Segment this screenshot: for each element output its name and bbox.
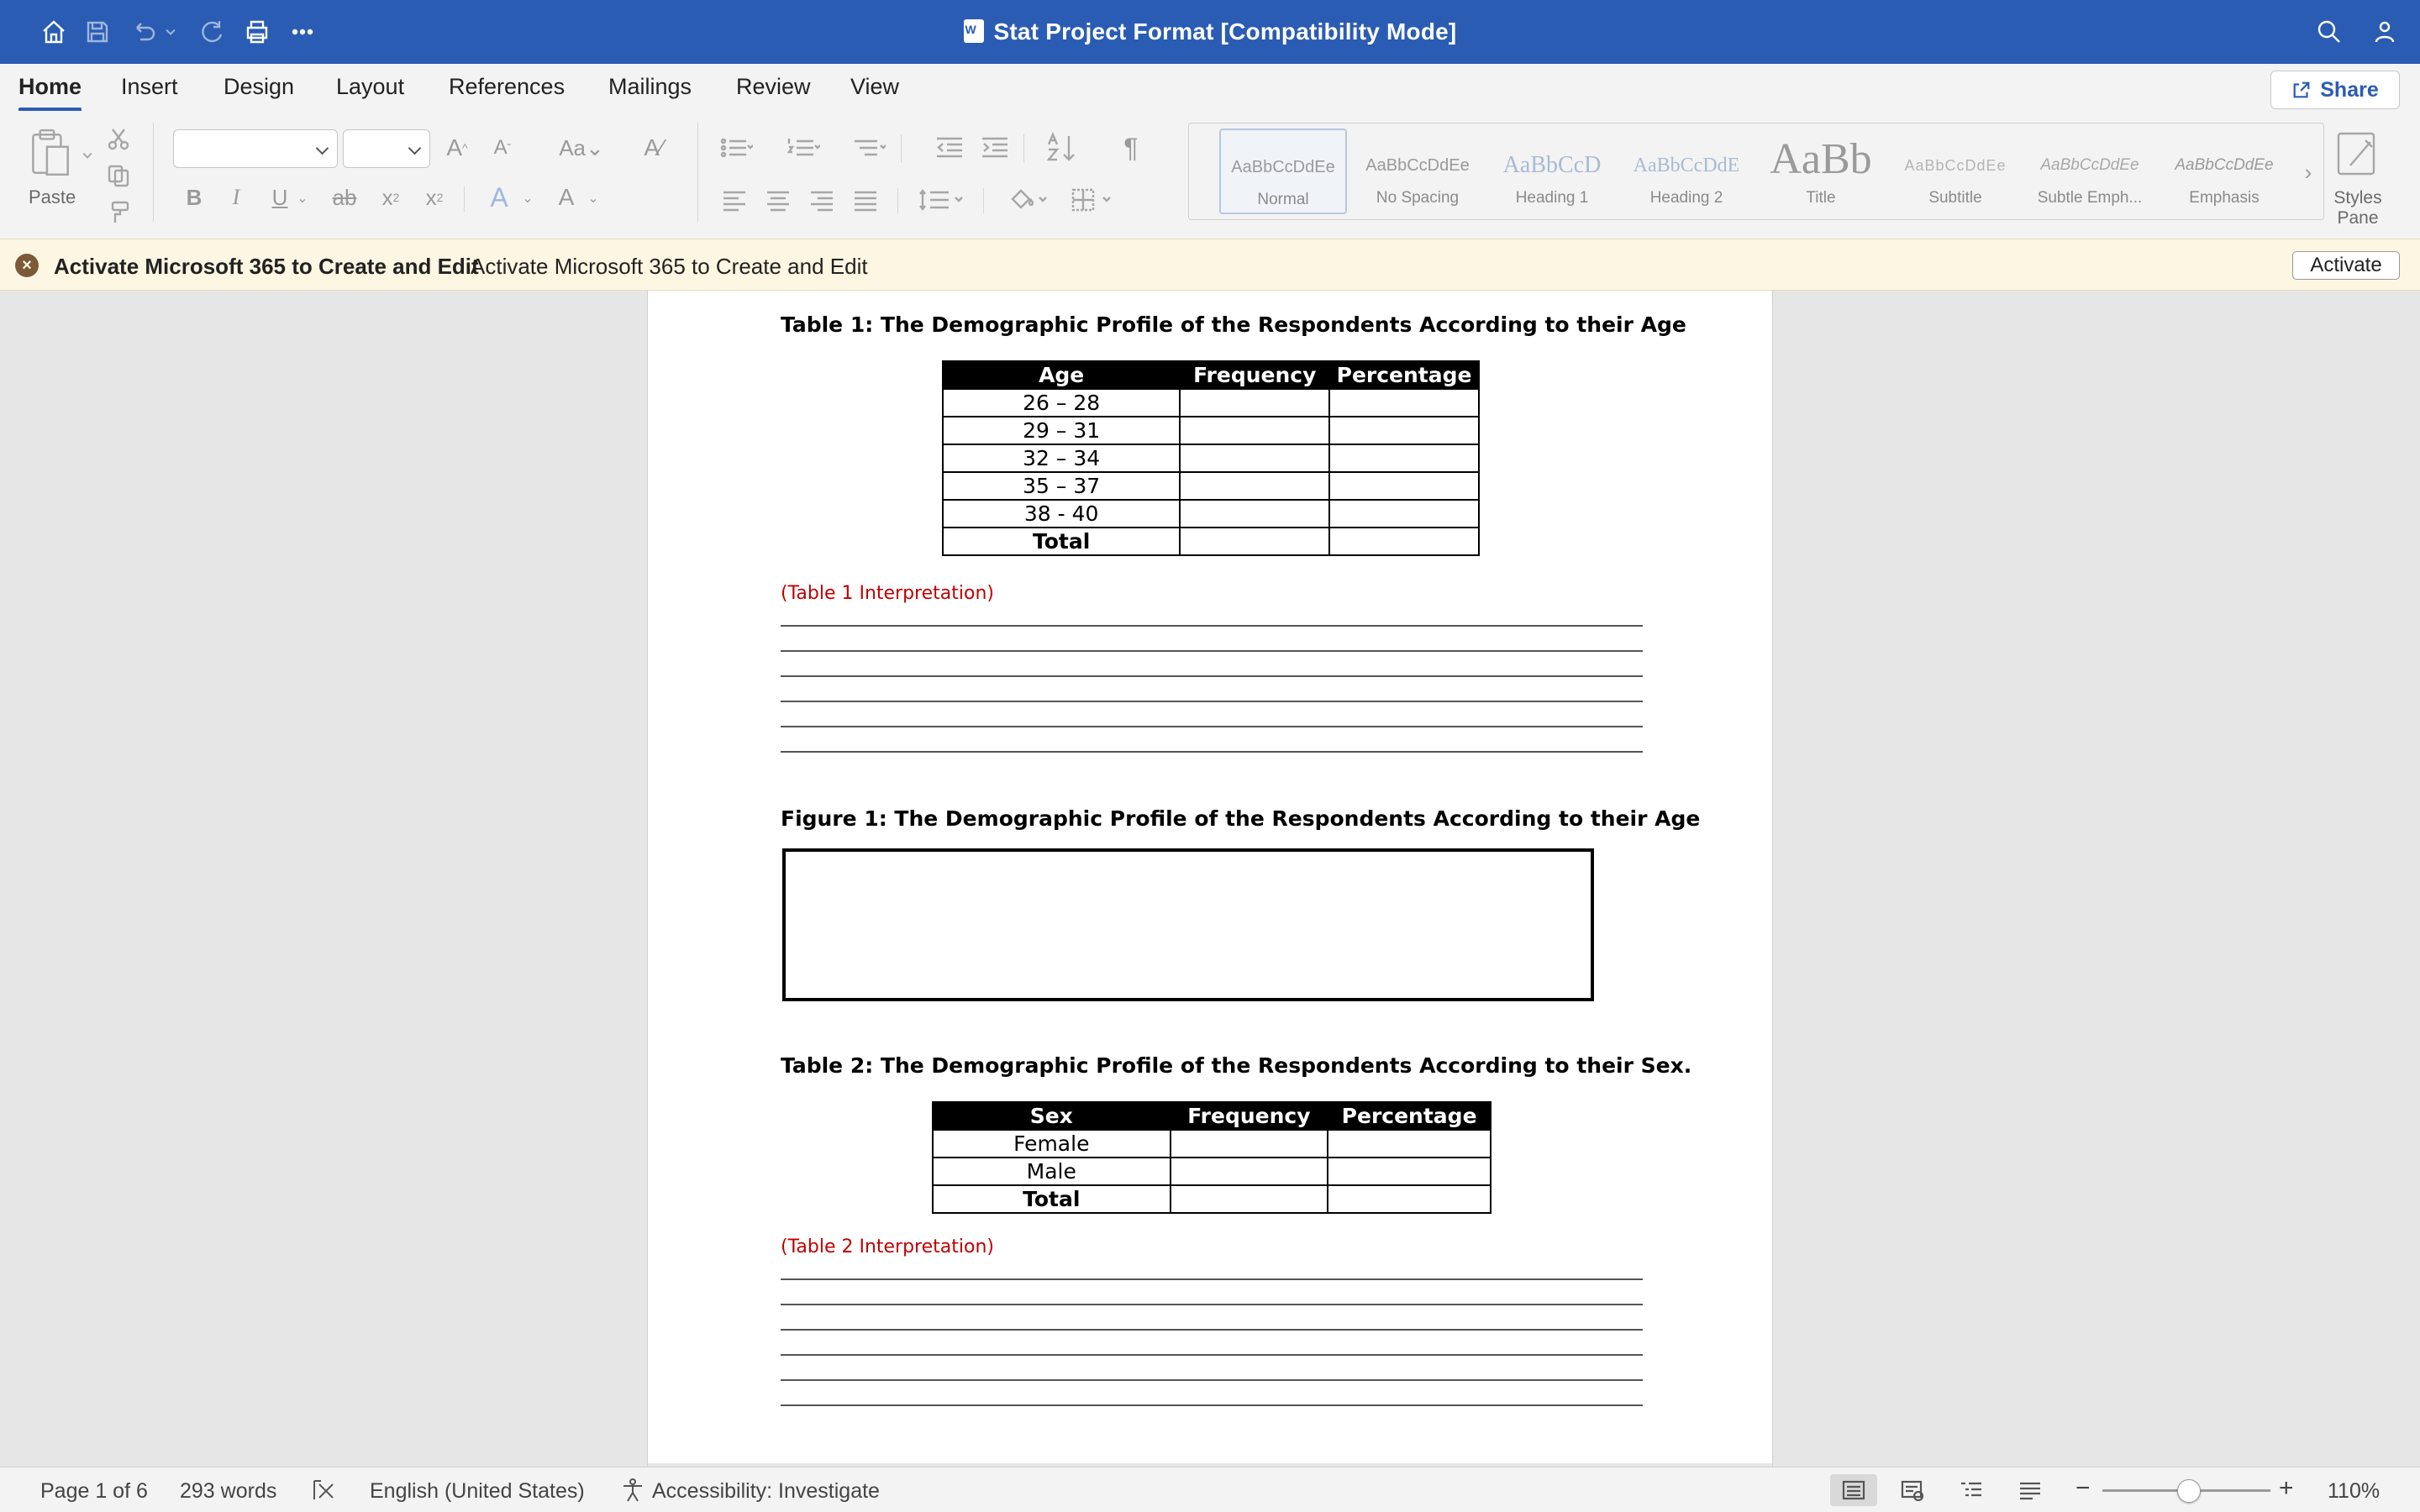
font-size-dropdown[interactable] — [343, 129, 430, 168]
style-name: Subtitle — [1928, 189, 1982, 207]
style-heading-2[interactable] — [1623, 129, 1750, 214]
ribbon-separator — [983, 188, 984, 213]
decrease-indent-icon[interactable] — [933, 131, 966, 165]
style-subtitle[interactable] — [1891, 129, 2019, 214]
paste-label: Paste — [29, 186, 76, 207]
styles-gallery — [1188, 123, 2324, 220]
account-icon[interactable] — [2368, 15, 2402, 49]
table-cell[interactable] — [1328, 1158, 1491, 1185]
underline-icon[interactable]: U — [271, 184, 288, 210]
table-row — [933, 1130, 1491, 1158]
table-row — [943, 444, 1479, 472]
activation-notification-bar — [0, 239, 2420, 291]
tab-insert[interactable]: Insert — [121, 74, 178, 99]
table-cell[interactable] — [1180, 472, 1329, 500]
table-cell[interactable] — [1329, 528, 1479, 555]
table-cell: 29 – 31 — [943, 417, 1180, 444]
style-sample: AaBbCcDdEe — [2175, 156, 2274, 174]
table-header-cell: Frequency — [1180, 361, 1329, 389]
share-label: Share — [2320, 77, 2379, 102]
style-name: Heading 1 — [1515, 189, 1589, 207]
table1-heading: Table 1: The Demographic Profile of the Respondents According to their Age — [781, 312, 1686, 337]
close-icon[interactable]: × — [15, 254, 39, 277]
zoom-in-icon[interactable]: + — [2279, 1474, 2294, 1502]
style-sample: AaBbCcDdE — [1633, 154, 1740, 176]
word-count[interactable]: 293 words — [180, 1479, 277, 1503]
table-cell[interactable] — [1171, 1158, 1328, 1185]
table-header-cell: Age — [943, 361, 1180, 389]
table-cell[interactable] — [1180, 444, 1329, 472]
paste-icon[interactable] — [24, 126, 76, 181]
table-cell[interactable] — [1329, 389, 1479, 417]
table-cell: Female — [933, 1130, 1171, 1158]
tab-review[interactable]: Review — [736, 74, 811, 99]
proofing-icon[interactable] — [311, 1478, 339, 1503]
style-normal[interactable] — [1219, 129, 1347, 214]
table-cell[interactable] — [1180, 389, 1329, 417]
activate-button[interactable]: Activate — [2292, 251, 2400, 280]
style-name: Subtle Emph... — [2037, 189, 2143, 207]
zoom-out-icon[interactable]: − — [2075, 1474, 2091, 1502]
ribbon-separator — [153, 123, 154, 222]
web-layout-view-button[interactable] — [1889, 1474, 1936, 1506]
language-indicator[interactable]: English (United States) — [370, 1479, 585, 1503]
table-cell[interactable] — [1180, 528, 1329, 555]
style-name: Heading 2 — [1649, 189, 1723, 207]
writing-line — [781, 625, 1643, 627]
style-no-spacing[interactable] — [1354, 129, 1481, 214]
share-button[interactable] — [2270, 71, 2400, 109]
notification-message: Activate Microsoft 365 to Create and Edit — [471, 254, 868, 279]
writing-line — [781, 1304, 1643, 1305]
table-row — [943, 389, 1479, 417]
subscript-icon[interactable]: x 2 — [381, 184, 400, 210]
ribbon-separator — [897, 188, 898, 213]
style-heading-1[interactable] — [1488, 129, 1616, 214]
change-case-icon[interactable]: Aa⌄ — [559, 134, 604, 160]
strikethrough-icon[interactable]: ab — [332, 184, 357, 210]
status-bar — [0, 1467, 2420, 1512]
style-sample: AaBbCcDdEe — [2040, 156, 2139, 174]
page-count[interactable]: Page 1 of 6 — [40, 1479, 148, 1503]
table-cell[interactable] — [1329, 444, 1479, 472]
show-formatting-marks-icon[interactable]: ¶ — [1123, 132, 1139, 163]
text-effects-icon[interactable]: A — [490, 181, 508, 213]
writing-line — [781, 1278, 1643, 1280]
table-cell[interactable] — [1329, 472, 1479, 500]
ribbon-home — [0, 111, 2420, 239]
table-cell[interactable] — [1180, 500, 1329, 528]
justify-icon[interactable] — [849, 186, 882, 215]
title-bar — [0, 0, 2420, 64]
zoom-level[interactable]: 110% — [2328, 1479, 2381, 1503]
notification-title: Activate Microsoft 365 to Create and Edit — [54, 254, 479, 279]
table-cell[interactable] — [1171, 1130, 1328, 1158]
writing-line — [781, 701, 1643, 702]
style-sample: AaBbCcDdEe — [1904, 156, 2007, 174]
italic-icon[interactable]: I — [232, 185, 240, 209]
table-cell[interactable] — [1328, 1185, 1491, 1213]
style-name: Emphasis — [2189, 189, 2260, 207]
align-center-icon[interactable] — [761, 186, 795, 215]
bold-icon[interactable]: B — [186, 184, 203, 210]
style-sample: AaBbCcDdEe — [1231, 157, 1335, 176]
font-color-dropdown-icon[interactable]: ⌄ — [587, 192, 599, 206]
style-emphasis[interactable] — [2160, 129, 2288, 214]
tab-mailings[interactable]: Mailings — [608, 74, 692, 99]
tab-view[interactable]: View — [850, 74, 900, 99]
table2-heading: Table 2: The Demographic Profile of the Respondents According to their Sex. — [781, 1053, 1692, 1078]
multilevel-list-icon[interactable] — [849, 131, 889, 165]
document-title — [0, 18, 2420, 45]
shrink-font-icon[interactable]: A ˇ — [493, 136, 512, 159]
superscript-icon[interactable]: x 2 — [425, 184, 444, 210]
grow-font-icon[interactable]: A ^ — [446, 134, 468, 160]
writing-line — [781, 1379, 1643, 1381]
table1-interpretation: (Table 1 Interpretation) — [781, 583, 994, 604]
document-title-text: Stat Project Format [Compatibility Mode] — [993, 18, 1457, 45]
table-cell[interactable] — [1180, 417, 1329, 444]
ribbon-separator — [1023, 134, 1024, 163]
clear-formatting-icon[interactable]: A⁄ — [644, 134, 664, 160]
accessibility-status[interactable]: Accessibility: Investigate — [652, 1479, 880, 1503]
cut-icon[interactable] — [104, 124, 133, 153]
style-sample: AaBbCcDdEe — [1365, 155, 1470, 175]
figure1-heading: Figure 1: The Demographic Profile of the Respondents According to their Age — [781, 806, 1701, 831]
tab-home[interactable]: Home — [18, 74, 82, 99]
table-cell[interactable] — [1329, 500, 1479, 528]
table-cell: 26 – 28 — [943, 389, 1180, 417]
ribbon-tabs — [0, 64, 2420, 111]
table-header-row — [943, 361, 1479, 389]
format-painter-icon[interactable] — [104, 198, 133, 227]
accessibility-icon[interactable] — [620, 1478, 645, 1503]
copy-icon[interactable] — [104, 161, 133, 190]
draft-view-button[interactable] — [2007, 1474, 2054, 1506]
table-cell: Male — [933, 1158, 1171, 1185]
text-effects-dropdown-icon[interactable]: ⌄ — [522, 192, 534, 206]
increase-indent-icon[interactable] — [978, 131, 1012, 165]
table-row — [943, 417, 1479, 444]
writing-line — [781, 1404, 1643, 1406]
shading-icon[interactable] — [1005, 185, 1057, 215]
style-subtle-emphasis[interactable] — [2026, 129, 2154, 214]
table-row — [943, 528, 1479, 555]
writing-line — [781, 751, 1643, 753]
table2-interpretation: (Table 2 Interpretation) — [781, 1236, 994, 1257]
table-header-cell: Percentage — [1329, 361, 1479, 389]
style-sample: AaBbCcD — [1502, 152, 1602, 178]
numbering-icon[interactable] — [783, 131, 823, 165]
print-layout-view-button[interactable] — [1830, 1474, 1877, 1506]
font-color-icon[interactable]: A — [558, 184, 575, 210]
line-spacing-icon[interactable] — [916, 185, 968, 215]
align-right-icon[interactable] — [805, 186, 839, 215]
table-row — [943, 500, 1479, 528]
writing-line — [781, 1354, 1643, 1356]
styles-more-chevron-icon[interactable]: › — [2304, 159, 2312, 185]
table-cell: 38 - 40 — [943, 500, 1180, 528]
paste-dropdown-icon[interactable] — [79, 143, 96, 168]
sex-table — [932, 1101, 1491, 1214]
style-name: No Spacing — [1376, 189, 1460, 207]
table-cell: 32 – 34 — [943, 444, 1180, 472]
search-icon[interactable] — [2312, 15, 2346, 49]
style-title[interactable] — [1757, 129, 1885, 214]
sort-icon[interactable] — [1044, 129, 1081, 166]
document-page[interactable] — [647, 291, 1773, 1467]
writing-line — [781, 1329, 1643, 1331]
table-cell: Total — [933, 1185, 1171, 1213]
table-row — [933, 1158, 1491, 1185]
tab-design[interactable]: Design — [224, 74, 295, 99]
zoom-slider-thumb[interactable] — [2177, 1479, 2201, 1503]
word-document-icon — [964, 19, 984, 43]
figure1-placeholder-box[interactable] — [782, 848, 1594, 1001]
tab-references[interactable]: References — [449, 74, 566, 99]
table-header-cell: Frequency — [1171, 1102, 1328, 1130]
table-header-row — [933, 1102, 1491, 1130]
styles-pane-icon[interactable] — [2331, 128, 2383, 180]
bullets-icon[interactable] — [716, 131, 756, 165]
ribbon-separator — [901, 134, 902, 163]
age-table — [942, 360, 1480, 556]
table-row — [933, 1185, 1491, 1213]
share-icon — [2291, 80, 2312, 100]
align-left-icon[interactable] — [718, 186, 751, 215]
table-cell: Total — [943, 528, 1180, 555]
table-cell[interactable] — [1328, 1130, 1491, 1158]
table-cell[interactable] — [1329, 417, 1479, 444]
underline-dropdown-icon[interactable]: ⌄ — [297, 192, 308, 206]
table-header-cell: Sex — [933, 1102, 1171, 1130]
style-sample: AaBb — [1770, 140, 1872, 177]
table-row — [943, 472, 1479, 500]
tab-layout[interactable]: Layout — [336, 74, 405, 99]
writing-line — [781, 726, 1643, 727]
writing-line — [781, 675, 1643, 677]
borders-icon[interactable] — [1067, 185, 1119, 215]
ribbon-separator — [464, 186, 465, 212]
font-name-dropdown[interactable] — [173, 129, 338, 168]
outline-view-button[interactable] — [1948, 1474, 1995, 1506]
style-name: Title — [1806, 189, 1836, 207]
table-header-cell: Percentage — [1328, 1102, 1491, 1130]
writing-line — [781, 650, 1643, 652]
ribbon-separator — [697, 123, 698, 222]
style-name: Normal — [1257, 191, 1309, 208]
table-cell: 35 – 37 — [943, 472, 1180, 500]
table-cell[interactable] — [1171, 1185, 1328, 1213]
styles-pane-label[interactable]: Styles Pane — [2333, 188, 2382, 228]
